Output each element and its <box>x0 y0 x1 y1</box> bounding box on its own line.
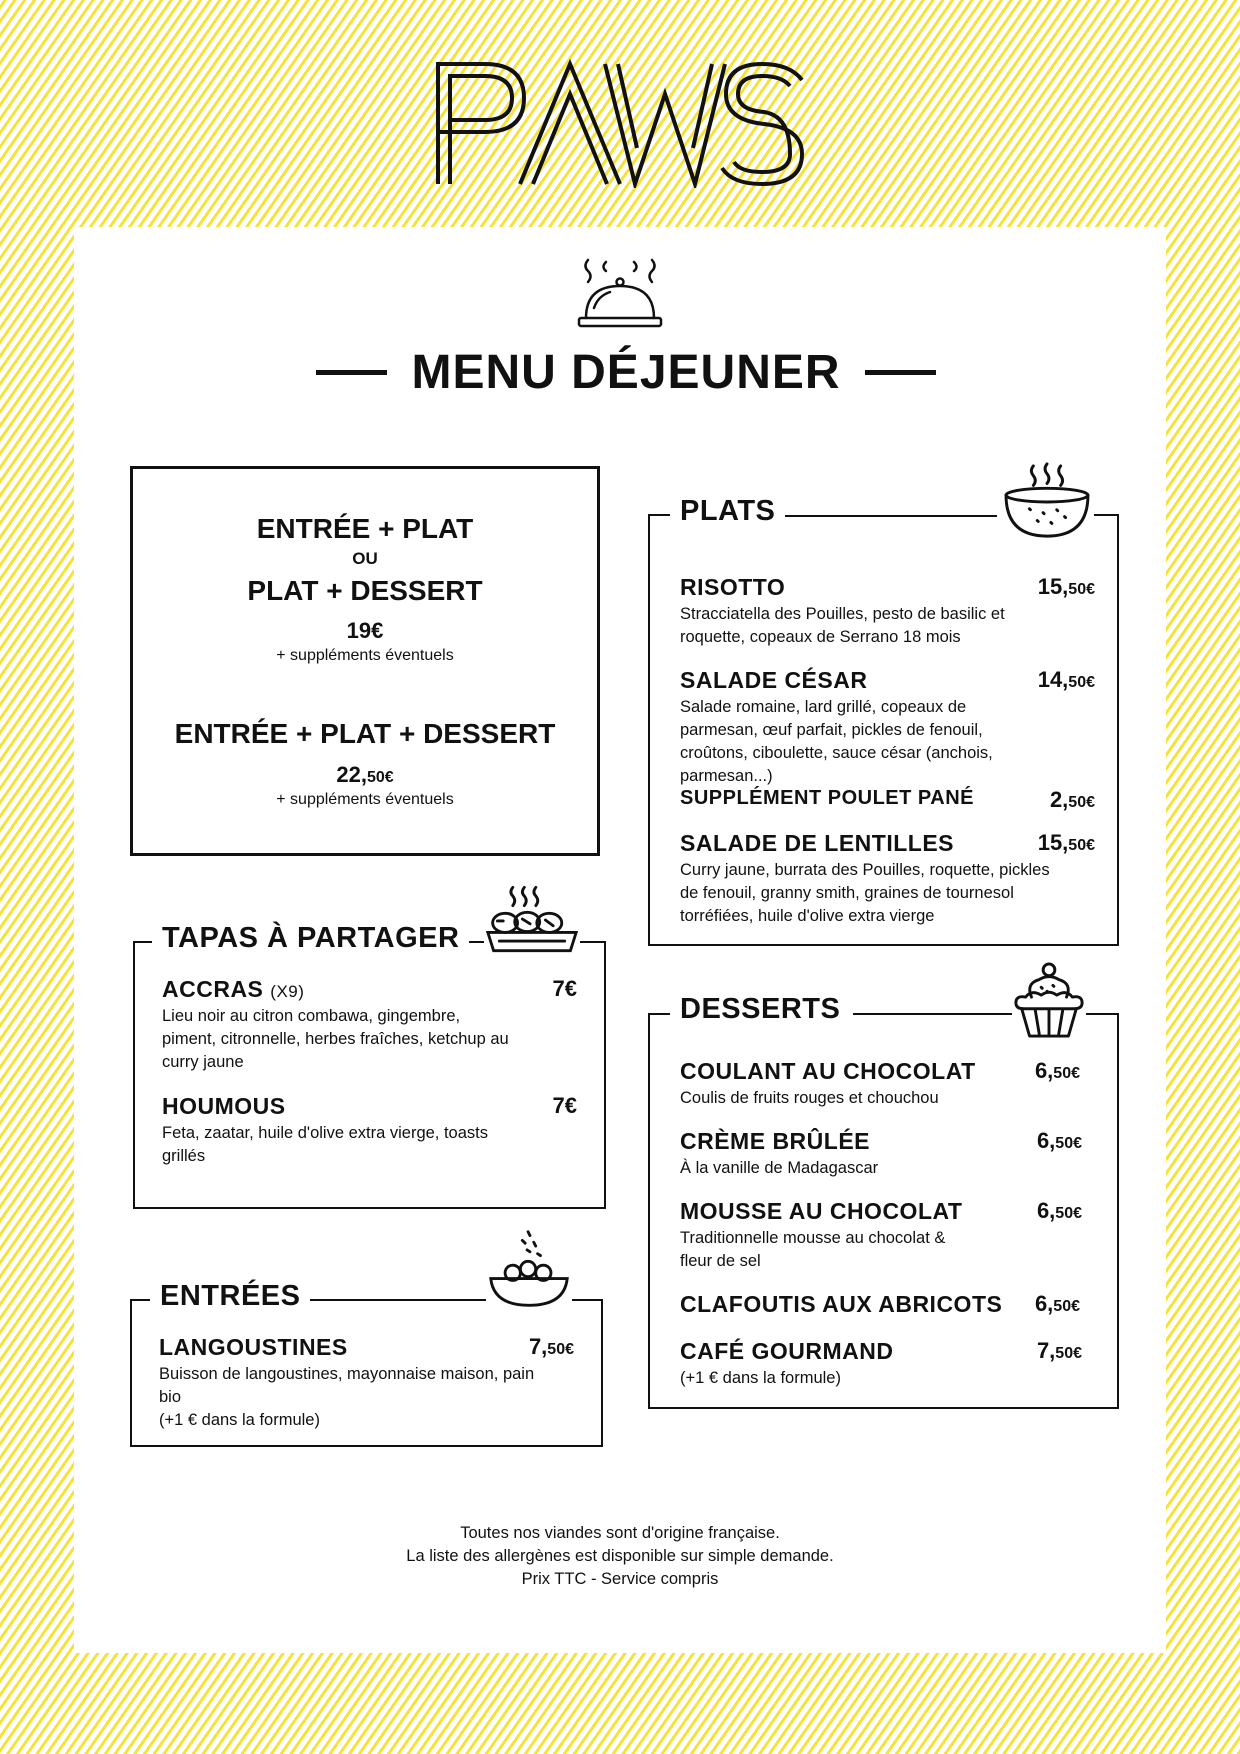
item-name: HOUMOUS <box>162 1093 286 1119</box>
plat-item-salade-cesar <box>680 667 1095 788</box>
footer-line-pricing: Prix TTC - Service compris <box>521 1570 719 1588</box>
entrees-title: ENTRÉES <box>150 1280 310 1313</box>
formula-option2-line: ENTRÉE + PLAT + DESSERT <box>174 718 556 749</box>
soup-bowl-icon <box>1000 462 1094 540</box>
item-description: Salade romaine, lard grillé, copeaux de parmesan, œuf parfait, pickles de fenouil, croûtons, ciboulette, sauce césar (anchois, parmesan...) <box>680 698 993 785</box>
item-name: SALADE CÉSAR <box>680 667 868 693</box>
item-name-suffix: (X9) <box>270 982 305 1001</box>
dessert-item-mousse <box>680 1198 1082 1273</box>
formula-box <box>130 466 600 856</box>
footer-line-allergens: La liste des allergènes est disponible sur simple demande. <box>406 1547 834 1565</box>
footer-line-origin: Toutes nos viandes sont d'origine française. <box>460 1524 780 1542</box>
plats-title-rule <box>785 515 997 517</box>
formula-option2-note: + suppléments éventuels <box>276 791 454 808</box>
item-price: 7,50€ <box>1036 1338 1082 1363</box>
item-price: 6,50€ <box>1034 1058 1080 1083</box>
cloche-icon <box>576 258 664 332</box>
item-price: 15,50€ <box>1037 830 1095 855</box>
item-name: CAFÉ GOURMAND <box>680 1338 894 1364</box>
formula-option1-line2: PLAT + DESSERT <box>247 575 483 606</box>
tapas-basket-icon <box>484 883 580 957</box>
cupcake-icon <box>1012 960 1086 1040</box>
item-price: 2,50€ <box>1049 787 1095 812</box>
title-rule-left <box>316 370 387 375</box>
item-description: Feta, zaatar, huile d'olive extra vierge, toasts grillés <box>162 1124 488 1165</box>
item-description: Lieu noir au citron combawa, gingembre, piment, citronnelle, herbes fraîches, ketchup au curry jaune <box>162 1007 509 1071</box>
item-price: 6,50€ <box>1036 1128 1082 1153</box>
item-name: RISOTTO <box>680 574 786 600</box>
formula-option2-price: 22,50€ <box>336 762 394 787</box>
plat-item-risotto <box>680 574 1095 649</box>
item-price: 6,50€ <box>1036 1198 1082 1223</box>
item-description: Curry jaune, burrata des Pouilles, roquette, pickles de fenouil, granny smith, graines de tournesol torréfiées, huile d'olive extra vierge <box>680 861 1050 925</box>
tapas-title: TAPAS À PARTAGER <box>152 922 469 955</box>
plat-item-salade-lentilles <box>680 830 1095 928</box>
item-description: Stracciatella des Pouilles, pesto de basilic et roquette, copeaux de Serrano 18 mois <box>680 605 1005 646</box>
item-name: SALADE DE LENTILLES <box>680 830 955 856</box>
item-price: 14,50€ <box>1037 667 1095 692</box>
salad-bowl-icon <box>486 1228 572 1310</box>
tapas-item-accras <box>162 976 577 1074</box>
item-name: ACCRAS <box>162 976 264 1002</box>
entree-item-langoustines <box>159 1334 574 1432</box>
dessert-item-cafe-gourmand <box>680 1338 1082 1390</box>
item-description: Buisson de langoustines, mayonnaise maison, pain bio <box>159 1365 535 1406</box>
formula-option1-line1: ENTRÉE + PLAT <box>256 513 474 544</box>
footer-notes <box>74 1522 1166 1591</box>
plats-title: PLATS <box>670 495 785 528</box>
dessert-item-clafoutis <box>680 1291 1080 1318</box>
formula-or: OU <box>352 549 378 568</box>
item-name: MOUSSE AU CHOCOLAT <box>680 1198 963 1224</box>
desserts-title-rule <box>853 1013 1013 1015</box>
title-rule-right <box>865 370 936 375</box>
menu-title-row <box>316 342 936 402</box>
item-price: 15,50€ <box>1037 574 1095 599</box>
dessert-item-creme-brulee <box>680 1128 1082 1180</box>
item-note: (+1 € dans la formule) <box>159 1411 320 1429</box>
paws-logo <box>430 58 810 188</box>
plat-item-supplement-poulet <box>680 787 1095 810</box>
item-name: LANGOUSTINES <box>159 1334 348 1360</box>
item-price: 7€ <box>552 976 577 1001</box>
menu-title: MENU DÉJEUNER <box>411 345 841 399</box>
formula-option1-note: + suppléments éventuels <box>276 647 454 664</box>
item-name: CRÈME BRÛLÉE <box>680 1128 871 1154</box>
item-name: CLAFOUTIS AUX ABRICOTS <box>680 1291 1003 1317</box>
item-name: COULANT AU CHOCOLAT <box>680 1058 976 1084</box>
item-description: Coulis de fruits rouges et chouchou <box>680 1089 939 1107</box>
item-name: SUPPLÉMENT POULET PANÉ <box>680 787 974 809</box>
tapas-item-houmous <box>162 1093 577 1168</box>
item-price: 7,50€ <box>528 1334 574 1359</box>
formula-option1-price: 19€ <box>346 618 384 643</box>
desserts-title: DESSERTS <box>670 993 850 1026</box>
item-price: 6,50€ <box>1034 1291 1080 1316</box>
item-description: Traditionnelle mousse au chocolat & fleur de sel <box>680 1229 946 1270</box>
item-price: 7€ <box>552 1093 577 1118</box>
dessert-item-coulant <box>680 1058 1080 1110</box>
item-description: À la vanille de Madagascar <box>680 1159 879 1177</box>
item-description: (+1 € dans la formule) <box>680 1369 841 1387</box>
